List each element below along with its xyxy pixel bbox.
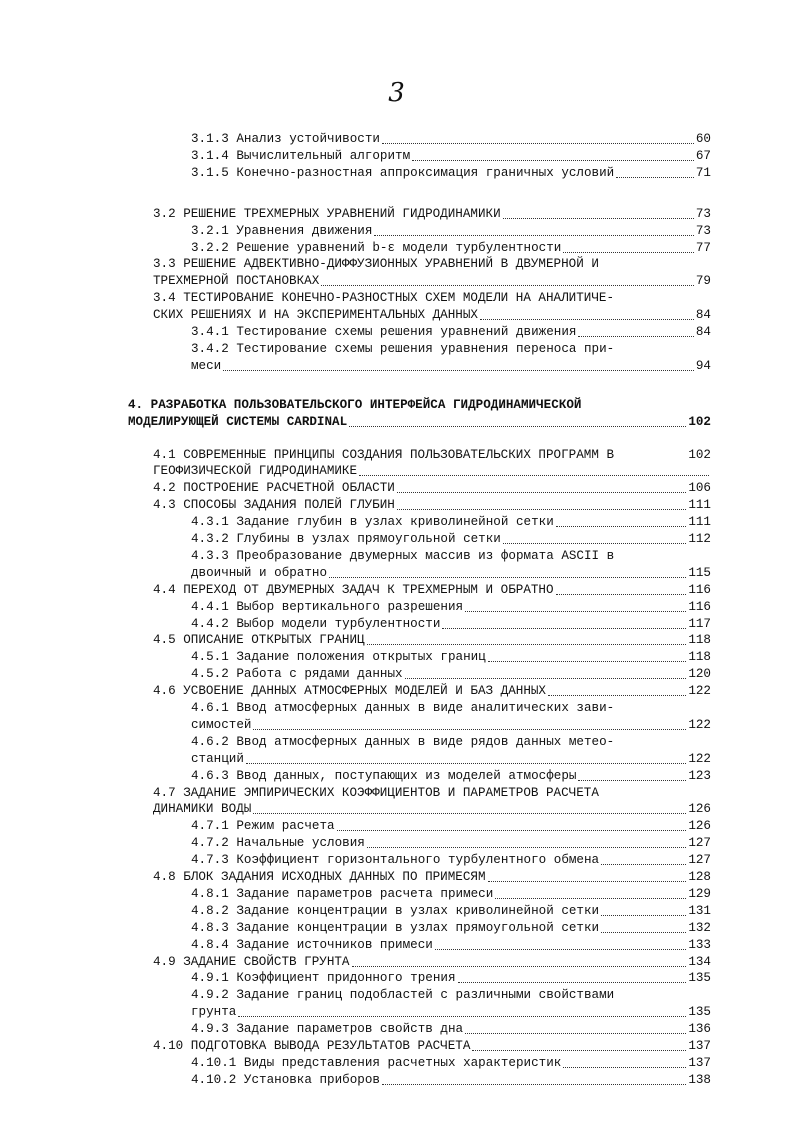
toc-leader-dots xyxy=(337,830,687,831)
toc-entry-title: ДИНАМИКИ ВОДЫ xyxy=(153,802,252,817)
toc-leader-dots xyxy=(238,1016,686,1017)
toc-entry xyxy=(128,413,711,430)
toc-entry xyxy=(191,323,711,340)
toc-leader-dots xyxy=(397,509,686,510)
toc-leader-dots xyxy=(601,932,686,933)
toc-entry-page: 118 xyxy=(688,650,711,665)
toc-entry-title: 3.3 РЕШЕНИЕ АДВЕКТИВНО-ДИФФУЗИОННЫХ УРАВНЕНИЙ В ДВУМЕРНОЙ И xyxy=(153,257,599,272)
toc-leader-dots xyxy=(382,1084,686,1085)
toc-entry xyxy=(153,784,711,801)
toc-leader-dots xyxy=(472,1050,686,1051)
toc-leader-dots xyxy=(556,526,687,527)
toc-entry-page: 137 xyxy=(688,1039,711,1053)
toc-entry-page: 127 xyxy=(688,853,711,868)
toc-entry xyxy=(191,564,711,581)
toc-entry-title: 4.8 БЛОК ЗАДАНИЯ ИСХОДНЫХ ДАННЫХ ПО ПРИМЕСЯМ xyxy=(153,870,486,884)
toc-entry xyxy=(153,479,711,496)
toc-entry xyxy=(153,446,711,463)
toc-leader-dots xyxy=(578,780,686,781)
toc-entry-page: 73 xyxy=(695,223,711,238)
toc-entry-title: МОДЕЛИРУЮЩЕЙ СИСТЕМЫ CARDINAL xyxy=(128,414,348,429)
toc-entry-title: 4.7.2 Начальные условия xyxy=(191,836,365,851)
toc-leader-dots xyxy=(223,370,694,371)
toc-entry-page: 138 xyxy=(688,1072,711,1087)
toc-entry-title: 4.9 ЗАДАНИЕ СВОЙСТВ ГРУНТА xyxy=(153,954,350,969)
toc-entry-page: 126 xyxy=(688,819,711,834)
toc-entry-page: 137 xyxy=(688,1055,711,1070)
toc-leader-dots xyxy=(253,813,686,814)
toc-entry xyxy=(153,631,711,648)
toc-leader-dots xyxy=(412,160,694,161)
toc-entry-page: 135 xyxy=(688,1005,711,1020)
toc-entry-title: 4.8.3 Задание концентрации в узлах прямоугольной сетки xyxy=(191,920,600,935)
toc-leader-dots xyxy=(503,218,694,219)
toc-entry-title: 4.8.2 Задание концентрации в узлах криволинейной сетки xyxy=(191,903,600,918)
toc-entry-title: 4.10.1 Виды представления расчетных характеристик xyxy=(191,1055,562,1070)
toc-entry-page: 135 xyxy=(688,971,711,986)
toc-entry-page: 111 xyxy=(688,515,711,530)
toc-entry-title: 4.8.1 Задание параметров расчета примеси xyxy=(191,886,494,901)
toc-leader-dots xyxy=(616,177,694,178)
toc-entry-page: 106 xyxy=(688,481,711,496)
toc-entry-page: 122 xyxy=(688,751,711,766)
toc-entry xyxy=(153,581,711,598)
toc-leader-dots xyxy=(465,1033,686,1034)
toc-entry-title: 4.10 ПОДГОТОВКА ВЫВОДА РЕЗУЛЬТАТОВ РАСЧЕТА xyxy=(153,1039,471,1053)
toc-entry xyxy=(191,986,711,1003)
toc-entry-title: СКИХ РЕШЕНИЯХ И НА ЭКСПЕРИМЕНТАЛЬНЫХ ДАННЫХ xyxy=(153,308,478,323)
toc-entry xyxy=(153,462,711,479)
toc-entry-title: станций xyxy=(191,751,244,766)
toc-entry-page: 116 xyxy=(688,582,711,597)
toc-entry xyxy=(191,665,711,682)
toc-entry-title: 4.2 ПОСТРОЕНИЕ РАСЧЕТНОЙ ОБЛАСТИ xyxy=(153,481,395,496)
toc-leader-dots xyxy=(578,336,693,337)
toc-entry xyxy=(153,682,711,699)
toc-entry-page: 117 xyxy=(688,616,711,631)
toc-entry-title: 4.6.2 Ввод атмосферных данных в виде рядов данных метео- xyxy=(191,734,615,749)
toc-entry-title: 4.7.1 Режим расчета xyxy=(191,819,335,834)
toc-leader-dots xyxy=(321,285,694,286)
toc-entry xyxy=(191,1020,711,1037)
toc-entry-page: 128 xyxy=(688,870,711,884)
toc-entry-title: 4.3.3 Преобразование двумерных массив из формата ASCII в xyxy=(191,548,615,563)
toc-entry-title: 4.8.4 Задание источников примеси xyxy=(191,937,433,952)
toc-leader-dots xyxy=(349,426,686,427)
toc-entry-title: двоичный и обратно xyxy=(191,565,328,580)
toc-entry xyxy=(153,306,711,323)
toc-leader-dots xyxy=(601,864,686,865)
toc-entry-title: 3.2.2 Решение уравнений b-ε модели турбулентности xyxy=(191,240,562,255)
toc-entry xyxy=(191,164,711,181)
toc-entry xyxy=(153,868,711,885)
toc-leader-dots xyxy=(374,235,693,236)
toc-leader-dots xyxy=(435,949,686,950)
toc-entry-title: 4.5.2 Работа с рядами данных xyxy=(191,667,403,682)
toc-entry xyxy=(191,130,711,147)
toc-entry xyxy=(191,936,711,953)
toc-leader-dots xyxy=(563,1067,686,1068)
toc-entry xyxy=(191,222,711,239)
toc-entry-page: 118 xyxy=(688,633,711,648)
toc-entry-page: 73 xyxy=(695,206,711,221)
toc-entry-page: 136 xyxy=(688,1022,711,1037)
toc-entry xyxy=(191,969,711,986)
toc-entry-page: 79 xyxy=(695,274,711,289)
toc-entry-title: 4.7 ЗАДАНИЕ ЭМПИРИЧЕСКИХ КОЭФФИЦИЕНТОВ И ПАРАМЕТРОВ РАСЧЕТА xyxy=(153,785,599,800)
toc-entry xyxy=(191,699,711,716)
toc-entry xyxy=(191,530,711,547)
toc-leader-dots xyxy=(563,252,694,253)
toc-entry xyxy=(191,817,711,834)
page-number: 3 xyxy=(388,78,405,108)
toc-entry-title: симостей xyxy=(191,717,252,732)
toc-entry-title: 4.9.1 Коэффициент придонного трения xyxy=(191,971,456,986)
toc-entry xyxy=(191,733,711,750)
toc-leader-dots xyxy=(488,881,687,882)
toc-entry-title: 4.3.2 Глубины в узлах прямоугольной сетки xyxy=(191,532,501,546)
toc-entry-title: 4. РАЗРАБОТКА ПОЛЬЗОВАТЕЛЬСКОГО ИНТЕРФЕЙСА ГИДРОДИНАМИЧЕСКОЙ xyxy=(128,397,582,412)
toc-entry-page: 127 xyxy=(688,836,711,851)
toc-leader-dots xyxy=(367,644,687,645)
toc-entry-page: 102 xyxy=(688,447,711,462)
toc-entry-title: 4.4.2 Выбор модели турбулентности xyxy=(191,616,441,631)
toc-entry-page: 126 xyxy=(688,802,711,817)
toc-entry-title: 3.1.5 Конечно-разностная аппроксимация граничных условий xyxy=(191,165,615,180)
toc-leader-dots xyxy=(495,898,686,899)
toc-entry-page: 116 xyxy=(688,599,711,614)
toc-entry-page: 131 xyxy=(688,903,711,918)
toc-entry-title: 4.3 СПОСОБЫ ЗАДАНИЯ ПОЛЕЙ ГЛУБИН xyxy=(153,498,395,513)
toc-entry-page: 120 xyxy=(688,667,711,682)
toc-entry xyxy=(153,205,711,222)
toc-entry-title: 3.2.1 Уравнения движения xyxy=(191,223,373,238)
toc-leader-dots xyxy=(382,143,694,144)
toc-entry-page: 122 xyxy=(688,684,711,699)
toc-entry xyxy=(191,513,711,530)
toc-entry-page: 132 xyxy=(688,920,711,935)
toc-entry-page: 60 xyxy=(695,132,711,146)
toc-entry-page: 67 xyxy=(695,148,711,163)
toc-entry-page: 111 xyxy=(688,498,711,513)
toc-leader-dots xyxy=(488,661,687,662)
toc-entry xyxy=(191,885,711,902)
toc-entry-page: 133 xyxy=(688,937,711,952)
toc-entry xyxy=(191,547,711,564)
toc-entry-page: 123 xyxy=(688,768,711,783)
toc-entry xyxy=(153,953,711,970)
toc-entry xyxy=(191,902,711,919)
toc-entry-title: 4.1 СОВРЕМЕННЫЕ ПРИНЦИПЫ СОЗДАНИЯ ПОЛЬЗОВАТЕЛЬСКИХ ПРОГРАММ В xyxy=(153,447,615,462)
toc-entry-page: 102 xyxy=(688,414,711,429)
toc-leader-dots xyxy=(465,611,686,612)
toc-entry-title: 3.4.1 Тестирование схемы решения уравнений движения xyxy=(191,325,577,339)
toc-entry-title: 4.9.3 Задание параметров свойств дна xyxy=(191,1022,464,1037)
toc-entry xyxy=(191,919,711,936)
toc-entry xyxy=(153,255,711,272)
toc-entry-page: 129 xyxy=(688,886,711,901)
toc-entry-title: 3.4.2 Тестирование схемы решения уравнения переноса при- xyxy=(191,341,615,356)
toc-entry-page: 122 xyxy=(688,717,711,732)
toc-entry-page: 112 xyxy=(688,532,711,546)
toc-entry xyxy=(153,496,711,513)
toc-entry-page: 115 xyxy=(688,565,711,580)
toc-entry xyxy=(191,750,711,767)
toc-leader-dots xyxy=(397,492,686,493)
toc-entry xyxy=(191,340,711,357)
toc-entry xyxy=(153,289,711,306)
toc-entry-page: 134 xyxy=(688,954,711,969)
toc-entry-title: грунта xyxy=(191,1005,237,1020)
toc-entry-title: 4.5 ОПИСАНИЕ ОТКРЫТЫХ ГРАНИЦ xyxy=(153,633,365,648)
toc-leader-dots xyxy=(367,847,686,848)
toc-leader-dots xyxy=(503,543,686,544)
toc-entry xyxy=(153,1037,711,1054)
toc-entry-title: 3.1.4 Вычислительный алгоритм xyxy=(191,148,411,163)
toc-entry xyxy=(191,357,711,374)
toc-entry xyxy=(153,800,711,817)
toc-entry-title: 4.7.3 Коэффициент горизонтального турбулентного обмена xyxy=(191,853,600,868)
toc-leader-dots xyxy=(556,594,687,595)
toc-entry-page: 77 xyxy=(695,240,711,255)
toc-entry xyxy=(128,396,711,413)
toc-entry-title: 4.4.1 Выбор вертикального разрешения xyxy=(191,599,464,614)
toc-leader-dots xyxy=(352,966,687,967)
toc-entry xyxy=(191,648,711,665)
toc-entry xyxy=(191,1054,711,1071)
toc-entry-title: 4.4 ПЕРЕХОД ОТ ДВУМЕРНЫХ ЗАДАЧ К ТРЕХМЕРНЫМ И ОБРАТНО xyxy=(153,582,554,597)
toc-leader-dots xyxy=(480,319,694,320)
toc-leader-dots xyxy=(601,915,686,916)
toc-entry-title: 3.2 РЕШЕНИЕ ТРЕХМЕРНЫХ УРАВНЕНИЙ ГИДРОДИНАМИКИ xyxy=(153,206,501,221)
toc-leader-dots xyxy=(442,628,686,629)
toc-entry xyxy=(191,598,711,615)
toc-entry xyxy=(191,834,711,851)
toc-entry-title: 4.6 УСВОЕНИЕ ДАННЫХ АТМОСФЕРНЫХ МОДЕЛЕЙ И БАЗ ДАННЫХ xyxy=(153,684,546,699)
toc-leader-dots xyxy=(359,475,709,476)
toc-entry-title: 3.4 ТЕСТИРОВАНИЕ КОНЕЧНО-РАЗНОСТНЫХ СХЕМ МОДЕЛИ НА АНАЛИТИЧЕ- xyxy=(153,291,615,306)
toc-leader-dots xyxy=(329,577,686,578)
toc-entry xyxy=(191,1071,711,1088)
toc-entry-title: 4.10.2 Установка приборов xyxy=(191,1072,380,1087)
toc-entry-page: 84 xyxy=(695,308,711,323)
toc-entry-title: ТРЕХМЕРНОЙ ПОСТАНОВКАХ xyxy=(153,274,320,289)
toc-entry-title: меси xyxy=(191,358,222,373)
toc-entry-title: 4.6.3 Ввод данных, поступающих из моделей атмосферы xyxy=(191,768,577,783)
toc-entry-title: 3.1.3 Анализ устойчивости xyxy=(191,132,380,146)
toc-entry-page: 71 xyxy=(695,165,711,180)
toc-entry xyxy=(153,272,711,289)
toc-entry-title: ГЕОФИЗИЧЕСКОЙ ГИДРОДИНАМИКЕ xyxy=(153,464,358,479)
toc-entry xyxy=(191,716,711,733)
toc-entry-page: 84 xyxy=(695,325,711,339)
toc-entry-title: 4.9.2 Задание границ подобластей с различными свойствами xyxy=(191,988,615,1003)
toc-entry xyxy=(191,1003,711,1020)
toc-entry-title: 4.3.1 Задание глубин в узлах криволинейной сетки xyxy=(191,515,554,530)
toc-entry xyxy=(191,767,711,784)
toc-leader-dots xyxy=(405,678,687,679)
toc-entry xyxy=(191,851,711,868)
toc-leader-dots xyxy=(458,982,687,983)
toc-entry-page: 94 xyxy=(695,358,711,373)
toc-leader-dots xyxy=(548,695,686,696)
toc-leader-dots xyxy=(246,763,686,764)
toc-entry-title: 4.6.1 Ввод атмосферных данных в виде аналитических зави- xyxy=(191,701,615,715)
toc-entry xyxy=(191,239,711,256)
toc-leader-dots xyxy=(253,729,686,730)
toc-entry-title: 4.5.1 Задание положения открытых границ xyxy=(191,650,486,665)
toc-entry xyxy=(191,615,711,632)
toc-entry xyxy=(191,147,711,164)
